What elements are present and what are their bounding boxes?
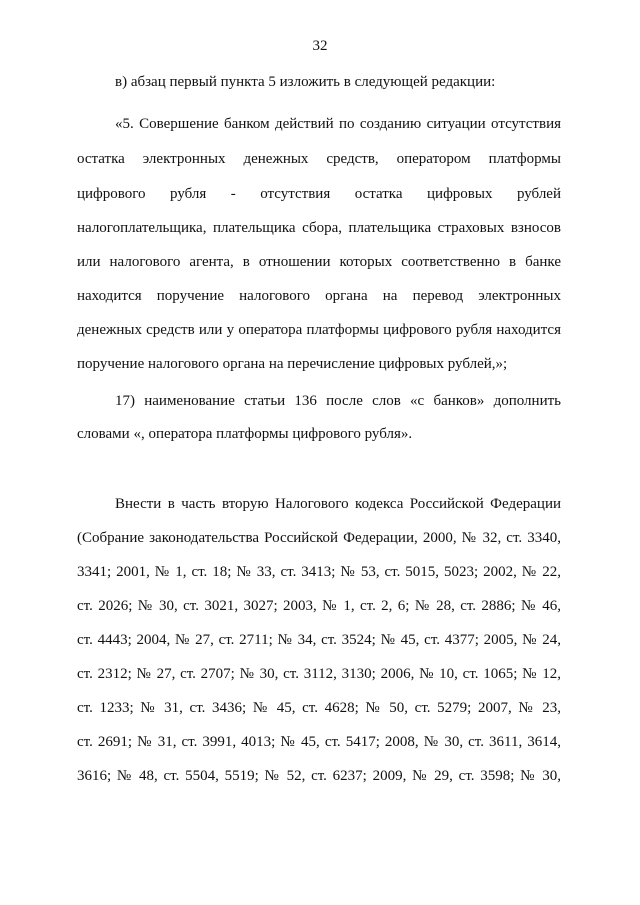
text-line: 17) наименование статьи 136 после слов «с банков» дополнить <box>115 393 561 409</box>
text-line: ст. 4443; 2004, № 27, ст. 2711; № 34, ст. 3524; № 45, ст. 4377; 2005, № 24, <box>77 632 561 648</box>
text-line: ст. 2026; № 30, ст. 3021, 3027; 2003, № 1, ст. 2, 6; № 28, ст. 2886; № 46, <box>77 598 561 614</box>
text-line: остатка электронных денежных средств, оператором платформы <box>77 151 561 167</box>
text-line: денежных средств или у оператора платформы цифрового рубля находится <box>77 322 561 338</box>
text-line: «5. Совершение банком действий по созданию ситуации отсутствия <box>115 116 561 132</box>
text-line: Внести в часть вторую Налогового кодекса Российской Федерации <box>115 496 561 512</box>
text-line: цифрового рубля - отсутствия остатка цифровых рублей <box>77 186 561 202</box>
text-line: поручение налогового органа на перечисление цифровых рублей,»; <box>77 356 508 372</box>
text-line: ст. 2691; № 31, ст. 3991, 4013; № 45, ст. 5417; 2008, № 30, ст. 3611, 3614, <box>77 734 561 750</box>
text-line: в) абзац первый пункта 5 изложить в следующей редакции: <box>115 74 496 90</box>
text-line: (Собрание законодательства Российской Федерации, 2000, № 32, ст. 3340, <box>77 530 561 546</box>
text-line: налогоплательщика, плательщика сбора, плательщика страховых взносов <box>77 220 561 236</box>
text-line: словами «, оператора платформы цифрового рубля». <box>77 426 413 442</box>
text-line: ст. 1233; № 31, ст. 3436; № 45, ст. 4628; № 50, ст. 5279; 2007, № 23, <box>77 700 561 716</box>
text-line: или налогового агента, в отношении которых соответственно в банке <box>77 254 561 270</box>
text-line: 3616; № 48, ст. 5504, 5519; № 52, ст. 6237; 2009, № 29, ст. 3598; № 30, <box>77 768 561 784</box>
page-number: 32 <box>312 38 328 54</box>
text-line: ст. 2312; № 27, ст. 2707; № 30, ст. 3112, 3130; 2006, № 10, ст. 1065; № 12, <box>77 666 561 682</box>
text-line: находится поручение налогового органа на перевод электронных <box>77 288 561 304</box>
text-line: 3341; 2001, № 1, ст. 18; № 33, ст. 3413; № 53, ст. 5015, 5023; 2002, № 22, <box>77 564 561 580</box>
